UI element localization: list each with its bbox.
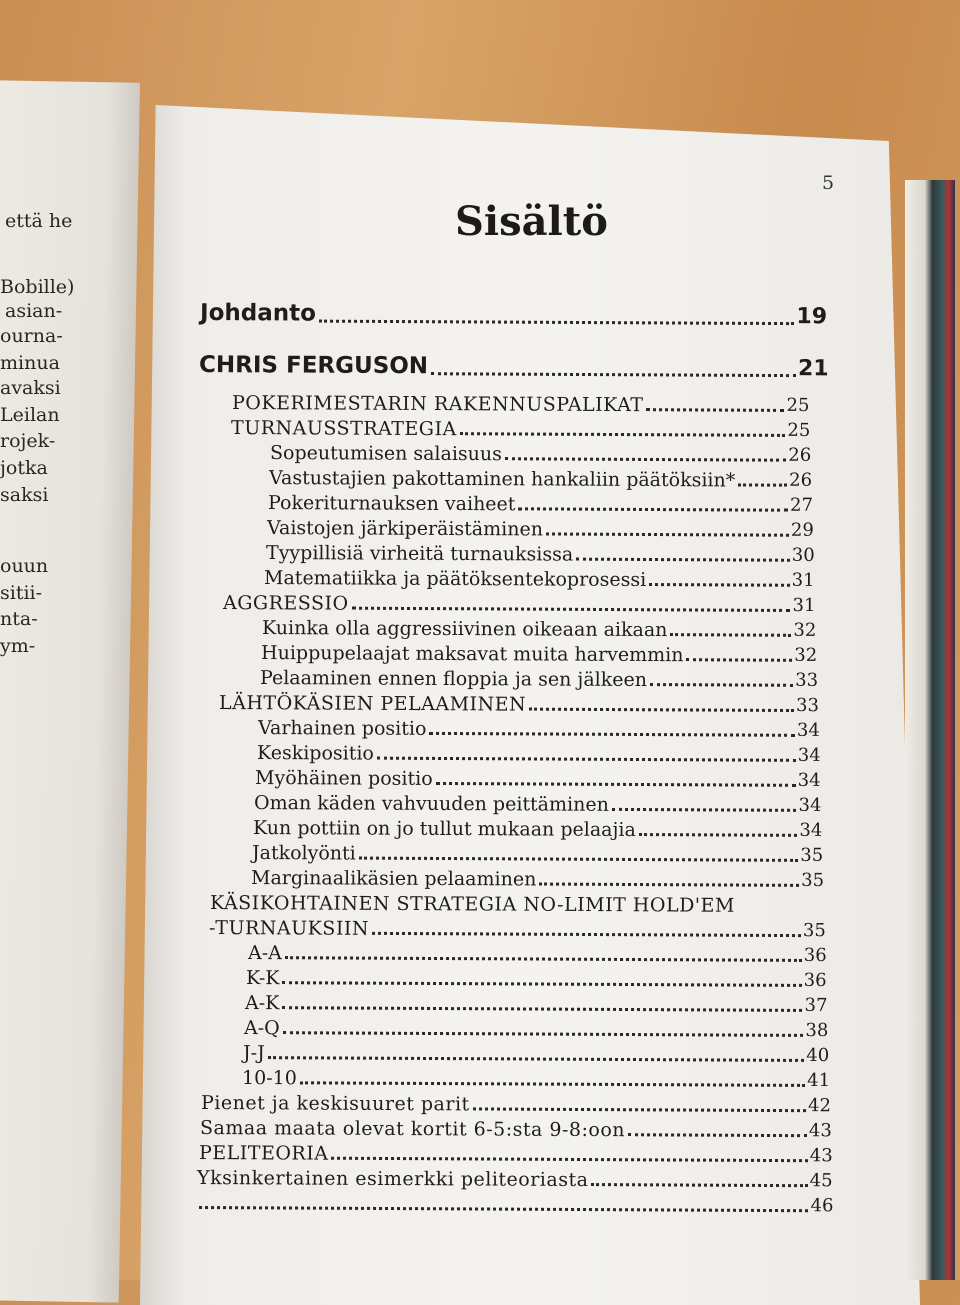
dot-leader: [647, 408, 785, 412]
toc-entry: [242, 1067, 830, 1092]
dot-leader: [687, 658, 793, 662]
toc-entry-title: Matematiikka ja päätöksentekoprosessi: [264, 567, 647, 592]
toc-entry-page: 32: [793, 619, 817, 641]
toc-entry-title: KÄSIKOHTAINEN STRATEGIA NO-LIMIT HOLD'EM: [209, 892, 735, 917]
toc-entry-page: 43: [808, 1120, 832, 1142]
toc-entry: [246, 967, 827, 992]
dot-leader: [436, 782, 796, 787]
dot-leader: [671, 633, 792, 637]
dot-leader: [352, 607, 791, 612]
toc-entry-page: 25: [787, 419, 811, 442]
dot-leader: [650, 583, 790, 587]
dot-leader: [460, 432, 786, 437]
dot-leader: [518, 507, 788, 511]
toc-entry: [223, 592, 815, 617]
toc-entry-page: 43: [809, 1145, 833, 1167]
toc-entry: [243, 1042, 829, 1067]
toc-entry-title: Vaistojen järkiperäistäminen: [266, 517, 543, 541]
toc-entry-title: Marginaalikäsien pelaaminen: [250, 867, 537, 891]
toc-entry-title: Keskipositio: [256, 742, 374, 765]
page-number: 5: [822, 172, 835, 194]
toc-entry: [200, 300, 827, 330]
toc-entry-page: 36: [804, 969, 828, 992]
toc-entry-title: Pienet ja keskisuuret parit: [200, 1092, 470, 1116]
toc-entry: [248, 942, 827, 967]
toc-entry: [269, 467, 812, 492]
toc-entry-page: 34: [799, 819, 823, 841]
toc-entry: [258, 717, 820, 742]
toc-entry-page: 31: [792, 594, 816, 617]
toc-entry: [219, 692, 819, 717]
dot-leader: [285, 956, 802, 962]
toc-entry: [270, 442, 811, 467]
toc-entry-page: 19: [796, 304, 828, 330]
toc-entry-page: 34: [797, 744, 821, 766]
dot-leader: [650, 683, 793, 687]
toc-entry-title: CHRIS FERGUSON: [199, 352, 429, 380]
toc-entry-page: 32: [794, 644, 818, 666]
toc-entry-page: 27: [789, 494, 813, 516]
toc-entry-page: 33: [795, 695, 819, 717]
toc-entry: [261, 642, 817, 667]
toc-entry-title: Huippupelaajat maksavat muita harvemmin: [261, 642, 684, 667]
toc-entry: [257, 742, 821, 767]
toc-entry-title: PELITEORIA: [198, 1142, 329, 1165]
dot-leader: [283, 981, 802, 987]
toc-entry: [231, 417, 810, 442]
dot-leader: [300, 1081, 805, 1087]
toc-entry-page: 34: [798, 769, 822, 791]
book-edge: [905, 180, 955, 1280]
toc-entry-page: 30: [791, 544, 815, 566]
left-page: [0, 80, 140, 1303]
dot-leader: [539, 883, 799, 887]
toc-entry: [232, 392, 809, 417]
toc-entry-title: K-K: [246, 967, 281, 990]
toc-entry: [244, 1017, 828, 1042]
dot-leader: [738, 483, 787, 486]
toc-entry: [209, 917, 826, 942]
dot-leader: [628, 1133, 807, 1137]
dot-leader: [372, 932, 801, 937]
left-page-line: asian-: [5, 300, 63, 322]
dot-leader: [612, 808, 797, 812]
toc-entry-page: 34: [796, 719, 820, 741]
toc-entry-title: A-K: [245, 992, 280, 1015]
toc-entry-title: A-A: [247, 942, 282, 965]
left-page-line: rojek-: [0, 430, 56, 452]
toc-entry-title: Yksinkertainen esimerkki peliteoriasta: [197, 1167, 590, 1192]
left-page-line: että he: [5, 210, 73, 232]
toc-entry-title: J-J: [243, 1042, 265, 1065]
left-page-line: saksi: [0, 484, 49, 506]
left-page-line: ym-: [0, 635, 36, 657]
dot-leader: [283, 1031, 804, 1037]
dot-leader: [529, 708, 794, 712]
toc-entry: [260, 667, 818, 692]
toc-entry-page: 38: [805, 1019, 829, 1042]
toc-entry-page: 46: [810, 1195, 834, 1217]
dot-leader: [283, 1006, 803, 1012]
toc-entry: [252, 842, 823, 867]
dot-leader: [268, 1056, 805, 1062]
toc-entry-title: Tyypillisiä virheitä turnauksissa: [265, 542, 573, 566]
left-page-line: nta-: [0, 608, 38, 630]
toc-entry-title: Myöhäinen positio: [255, 767, 434, 790]
toc-entry: [255, 767, 821, 792]
toc-entry: [199, 1142, 833, 1167]
toc-entry-title: Kun pottiin on jo tullut mukaan pelaajia: [253, 817, 637, 842]
toc-entry: [253, 817, 822, 842]
toc-entry: [200, 1117, 832, 1142]
toc-entry: [268, 492, 813, 517]
toc-entry: [267, 517, 814, 542]
toc-entry: [196, 1192, 833, 1217]
dot-leader: [199, 1206, 808, 1212]
toc-entry-page: 40: [806, 1044, 830, 1067]
dot-leader: [359, 857, 799, 862]
toc-entry: [245, 992, 827, 1017]
toc-entry: [254, 792, 821, 817]
toc-entry: [264, 567, 815, 592]
left-page-line: sitii-: [0, 582, 43, 604]
toc-entry-page: 35: [801, 869, 825, 892]
toc-entry-page: 36: [803, 944, 827, 967]
toc-entry-page: 21: [797, 356, 829, 382]
left-page-line: jotka: [0, 457, 48, 479]
left-page-line: ourna-: [0, 325, 63, 347]
dot-leader: [319, 320, 794, 325]
dot-leader: [376, 757, 795, 762]
toc-entry-page: 41: [807, 1069, 831, 1092]
toc-entry: [197, 1167, 833, 1192]
toc-entry-title: Jatkolyönti: [252, 842, 356, 865]
toc-entry-title: -TURNAUKSIIN: [208, 917, 369, 940]
dot-leader: [505, 457, 786, 461]
toc-entry-title: Kuinka olla aggressiivinen oikeaan aikaan: [262, 617, 668, 642]
toc-entry-page: 26: [788, 444, 812, 466]
dot-leader: [592, 1183, 808, 1187]
toc-entry-title: Samaa maata olevat kortit 6-5:sta 9-8:oon: [199, 1117, 625, 1142]
toc-entry-title: 10-10: [241, 1067, 297, 1090]
dot-leader: [331, 1157, 807, 1162]
toc-entry-title: LÄHTÖKÄSIEN PELAAMINEN: [218, 692, 527, 716]
toc-entry-title: AGGRESSIO: [223, 592, 350, 615]
dot-leader: [431, 372, 796, 377]
toc-entry-page: 26: [789, 469, 813, 491]
toc-entry-title: Sopeutumisen salaisuus: [270, 442, 503, 466]
toc-entry: [266, 542, 815, 567]
left-page-line: avaksi: [0, 377, 61, 399]
toc-entry-page: 42: [807, 1095, 831, 1117]
toc-entry-page: 31: [792, 569, 816, 591]
toc-entry: [201, 1092, 831, 1117]
toc-entry: [210, 892, 825, 917]
left-page-line: ouun: [0, 555, 49, 577]
toc-entry-page: 35: [802, 920, 826, 942]
toc-entry-page: 29: [790, 519, 814, 541]
toc-entry-page: 45: [810, 1170, 834, 1192]
toc-entry-title: Pelaaminen ennen floppia ja sen jälkeen: [259, 667, 648, 692]
toc-entry: [199, 352, 829, 382]
toc-entry: [251, 867, 824, 892]
left-page-line: Bobille): [0, 276, 75, 298]
toc-entry-title: A-Q: [244, 1017, 281, 1040]
toc-entry-page: 25: [786, 394, 810, 417]
left-page-line: Leilan: [0, 404, 60, 426]
toc-entry-page: 37: [804, 994, 828, 1017]
toc-entry-title: POKERIMESTARIN RAKENNUSPALIKAT: [232, 392, 644, 417]
dot-leader: [473, 1107, 806, 1112]
toc-entry-title: Pokeriturnauksen vaiheet: [267, 492, 516, 516]
page-title: Sisältö: [455, 198, 608, 245]
toc-entry-page: 35: [800, 844, 824, 866]
dot-leader: [576, 558, 790, 562]
left-page-line: minua: [0, 352, 60, 374]
dot-leader: [429, 732, 794, 737]
toc-entry-title: Vastustajien pakottaminen hankaliin päätöksiin*: [268, 467, 736, 492]
toc-entry-title: Johdanto: [200, 300, 317, 327]
toc-entry-title: Varhainen positio: [257, 717, 427, 740]
dot-leader: [639, 833, 798, 837]
toc-entry-title: TURNAUSSTRATEGIA: [231, 417, 458, 441]
toc-entry-page: 34: [798, 794, 822, 816]
dot-leader: [546, 532, 789, 536]
toc-entry-title: Oman käden vahvuuden peittäminen: [254, 792, 610, 816]
toc-entry-page: 33: [795, 669, 819, 691]
toc-entry: [262, 617, 816, 642]
